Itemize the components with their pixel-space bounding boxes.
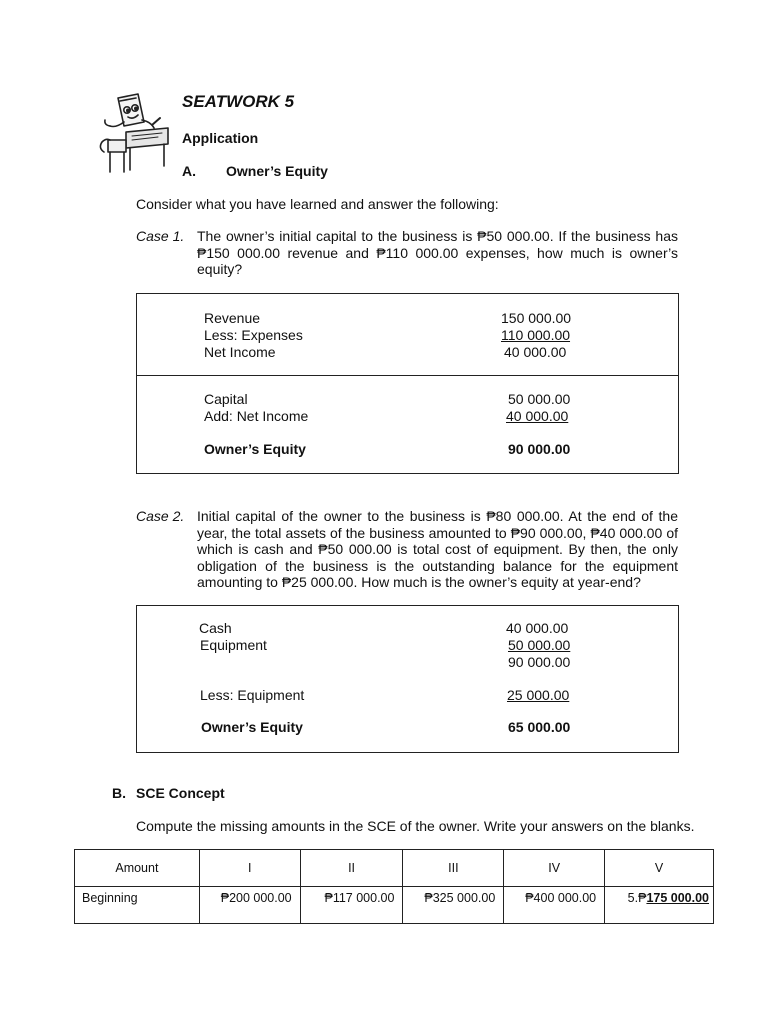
row-value: 40 000.00 [506,620,569,636]
answer-prefix: 5.₱ [627,891,647,905]
case1-label: Case 1. [136,228,185,244]
column-header: V [605,850,714,887]
row-value: 90 000.00 [508,441,571,457]
row-value: 65 000.00 [508,719,571,735]
row-label: Add: Net Income [204,408,309,424]
section-b-instruction: Compute the missing amounts in the SCE of the owner. Write your answers on the blanks. [136,818,695,834]
row-label: Less: Equipment [200,687,305,703]
row-label: Cash [199,620,232,636]
row-label: Equipment [200,637,267,653]
section-a-letter: A. [182,163,196,179]
page-title: SEATWORK 5 [182,92,295,111]
column-header: I [199,850,300,887]
column-header: IV [504,850,605,887]
answer-cell [605,887,714,924]
row-value: 150 000.00 [501,310,572,326]
row-label: Less: Expenses [204,327,303,343]
case2-label: Case 2. [136,508,185,524]
answer-blank[interactable]: 175 000.00 [646,891,709,905]
row-value: 50 000.00 [508,391,571,407]
row-label: Owner’s Equity [204,441,306,457]
row-label: Net Income [204,344,276,360]
case2-text: Initial capital of the owner to the business is ₱80 000.00. At the end of the year, the total assets of the business amounted to ₱90 000.00, ₱40 000.00 of which is cash and ₱50 000.00 is total cost of equipment. By then, the only obligation of the business is the outstanding balance for the equipment amounting to ₱25 000.00. How much is the owner’s equity at year-end? [197,508,678,590]
box-divider [137,375,678,376]
row-label: Revenue [204,310,261,326]
case1-box [136,293,679,474]
row-label: Beginning [75,887,200,924]
case2-box [136,605,679,753]
sce-table [74,849,714,924]
column-header: III [403,850,504,887]
row-value: 25 000.00 [507,687,570,703]
case1-text: The owner’s initial capital to the business is ₱50 000.00. If the business has ₱150 000.00 revenue and ₱110 000.00 expenses, how much is owner’s equity? [197,228,678,277]
column-header: II [300,850,403,887]
table-cell: ₱325 000.00 [403,887,504,924]
table-cell: ₱200 000.00 [199,887,300,924]
intro-text: Consider what you have learned and answer the following: [136,196,499,212]
row-label: Owner’s Equity [201,719,303,735]
row-value: 50 000.00 [508,637,571,653]
table-header-row [75,850,714,887]
row-value: 40 000.00 [504,344,567,360]
column-header: Amount [75,850,200,887]
section-b-letter: B. [112,785,126,801]
section-a-title: Owner’s Equity [226,163,328,179]
table-row [75,887,714,924]
row-value: 110 000.00 [501,327,571,343]
row-value: 90 000.00 [508,654,571,670]
table-cell: ₱400 000.00 [504,887,605,924]
student-writing-at-desk-icon [96,92,170,174]
table-cell: ₱117 000.00 [300,887,403,924]
row-value: 40 000.00 [506,408,569,424]
section-b-title: SCE Concept [136,785,225,801]
row-label: Capital [204,391,248,407]
subtitle: Application [182,130,259,146]
